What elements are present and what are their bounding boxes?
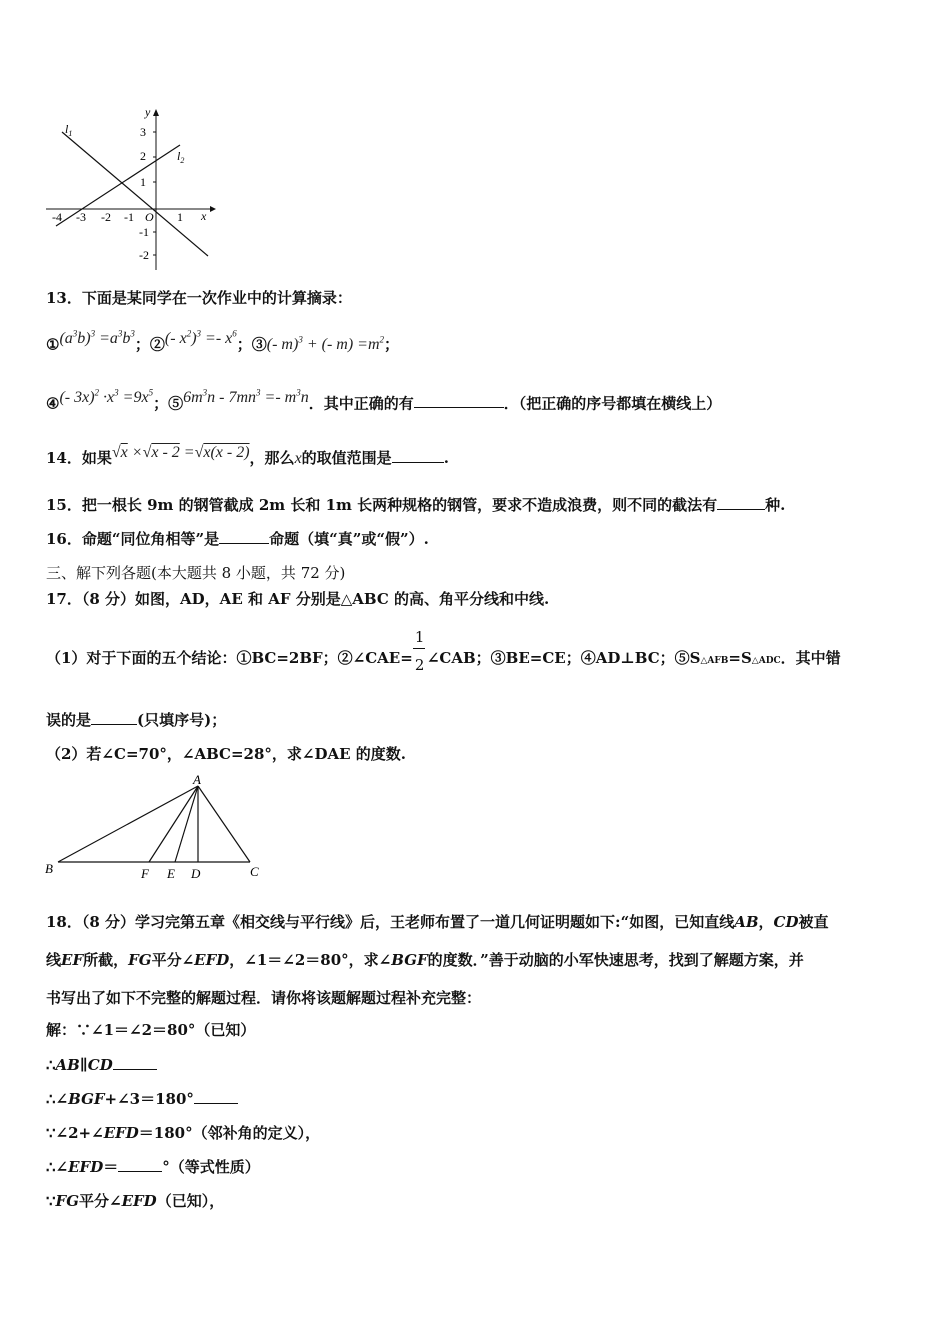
segment-ab	[58, 786, 198, 862]
answer-blank[interactable]	[118, 1157, 162, 1172]
formula-5: $6m^3n - 7mn^3 =- m^3n$	[183, 388, 309, 407]
point-e-label: E	[167, 866, 175, 881]
segment-af	[149, 786, 198, 862]
q14: 14．如果√x ×√x - 2 =√x(x - 2)，那么x的取值范围是 .	[46, 444, 449, 467]
section-3-heading: 三、解下列各题(本大题共 8 小题，共 72 分)	[46, 564, 346, 582]
x-tick-label: 1	[177, 210, 183, 224]
q18-step4: ∵∠2+∠EFD＝180°（邻补角的定义），	[46, 1124, 321, 1142]
formula-1: $(a^3b)^3 =a^3b^3$	[59, 329, 135, 348]
point-c-label: C	[250, 864, 259, 879]
formula-sqrt: √x ×√x - 2 =√x(x - 2)	[111, 444, 250, 461]
y-tick-label: -1	[139, 225, 149, 239]
y-tick-label: 3	[140, 125, 146, 139]
point-a-label: A	[193, 772, 201, 787]
x-axis-arrow-icon	[210, 206, 216, 212]
answer-blank[interactable]	[717, 495, 765, 510]
segment-ae	[175, 786, 198, 862]
q18-line3: 书写出了如下不完整的解题过程．请你将该题解题过程补充完整：	[46, 989, 482, 1007]
q13-stem: 13．下面是某同学在一次作业中的计算摘录：	[46, 289, 352, 307]
q15: 15．把一根长 9m 的钢管截成 2m 长和 1m 长两种规格的钢管，要求不造成浪费，则不同的截法有 种.	[46, 496, 786, 514]
q18-step3: ∴∠BGF+∠3＝180°	[46, 1089, 238, 1109]
q18-step1: 解：∵∠1＝∠2＝80°（已知）	[46, 1021, 256, 1039]
q17-part2: （2）若∠C=70°，∠ABC=28°，求∠DAE 的度数.	[46, 745, 407, 763]
q16: 16．命题“同位角相等”是 命题（填“真”或“假”）.	[46, 530, 429, 548]
segment-ac	[198, 786, 250, 862]
x-tick-label: -4	[52, 210, 62, 224]
l2-label: $l_2$	[177, 149, 185, 165]
point-d-label: D	[191, 866, 201, 881]
answer-blank[interactable]	[91, 710, 137, 725]
fraction-half: $\frac{1}{2}$	[414, 628, 425, 674]
answer-blank[interactable]	[113, 1055, 157, 1070]
q18-line2: 线EF所截，FG平分∠EFD，∠1＝∠2＝80°，求∠BGF的度数．”善于动脑的小军快速思考，找到了解题方案，并	[46, 951, 804, 969]
point-f-label: F	[141, 866, 149, 881]
x-tick-label: -3	[76, 210, 86, 224]
q17-part1-line2: 误的是 (只填序号)；	[46, 711, 227, 729]
q13-formulas-row2: ④(- $3x)^2 \cdot x^3 =9x^5$；$⑤6m^3n - 7mn^3 =- m^3n$．其中正确的有 ．（把正确的序号都填在横线上）	[46, 388, 722, 413]
triangle-figure	[40, 772, 270, 884]
y-tick-label: -2	[139, 248, 149, 262]
formula-3: (- m)$^3$ + (- $m) =m^2$	[266, 335, 384, 354]
q18-step5: ∴∠EFD＝ °（等式性质）	[46, 1158, 260, 1176]
x-tick-label: -2	[101, 210, 111, 224]
q18-line1: 18．（8 分）学习完第五章《相交线与平行线》后，王老师布置了一道几何证明题如下:“如图，已知直线AB，CD被直	[46, 913, 829, 931]
y-axis-arrow-icon	[153, 109, 159, 116]
q17-stem: 17．（8 分）如图，AD，AE 和 AF 分别是△ABC 的高、角平分线和中线.	[46, 590, 550, 608]
x-tick-label: -1	[124, 210, 134, 224]
answer-blank[interactable]	[194, 1089, 238, 1104]
answer-blank[interactable]	[219, 529, 269, 544]
origin-label: O	[145, 210, 154, 224]
q18-step2: ∴AB∥CD	[46, 1055, 157, 1075]
x-axis-label: x	[201, 209, 207, 223]
line-l1	[62, 132, 208, 256]
formula-4: (- $3x)^2 \cdot x^3 =9x^5$	[59, 388, 154, 407]
y-axis-label: y	[145, 105, 151, 119]
q18-step6: ∵FG平分∠EFD（已知），	[46, 1192, 225, 1210]
line-l2	[56, 145, 180, 226]
y-tick-label: 1	[140, 175, 146, 189]
answer-blank[interactable]	[392, 448, 444, 463]
q17-part1: （1）对于下面的五个结论：①BC=2BF；②∠CAE= $\frac{1}{2}$ ∠CAB；③BE=CE；④AD⊥BC；⑤S△AFB=S△ADC．其中错	[46, 628, 841, 674]
coordinate-graph	[40, 100, 220, 275]
l1-label: $l_1$	[65, 122, 73, 138]
q13-formulas-row1: $①(a^3b)^3 =a^3b^3$；②(- $x^2)^3 =- x^6$；③(- m)$^3$ + (- $m) =m^2$；	[46, 329, 400, 354]
formula-2: (- $x^2)^3 =- x^6$	[164, 329, 237, 348]
point-b-label: B	[45, 861, 53, 876]
answer-blank[interactable]	[414, 393, 504, 408]
y-tick-label: 2	[140, 149, 146, 163]
